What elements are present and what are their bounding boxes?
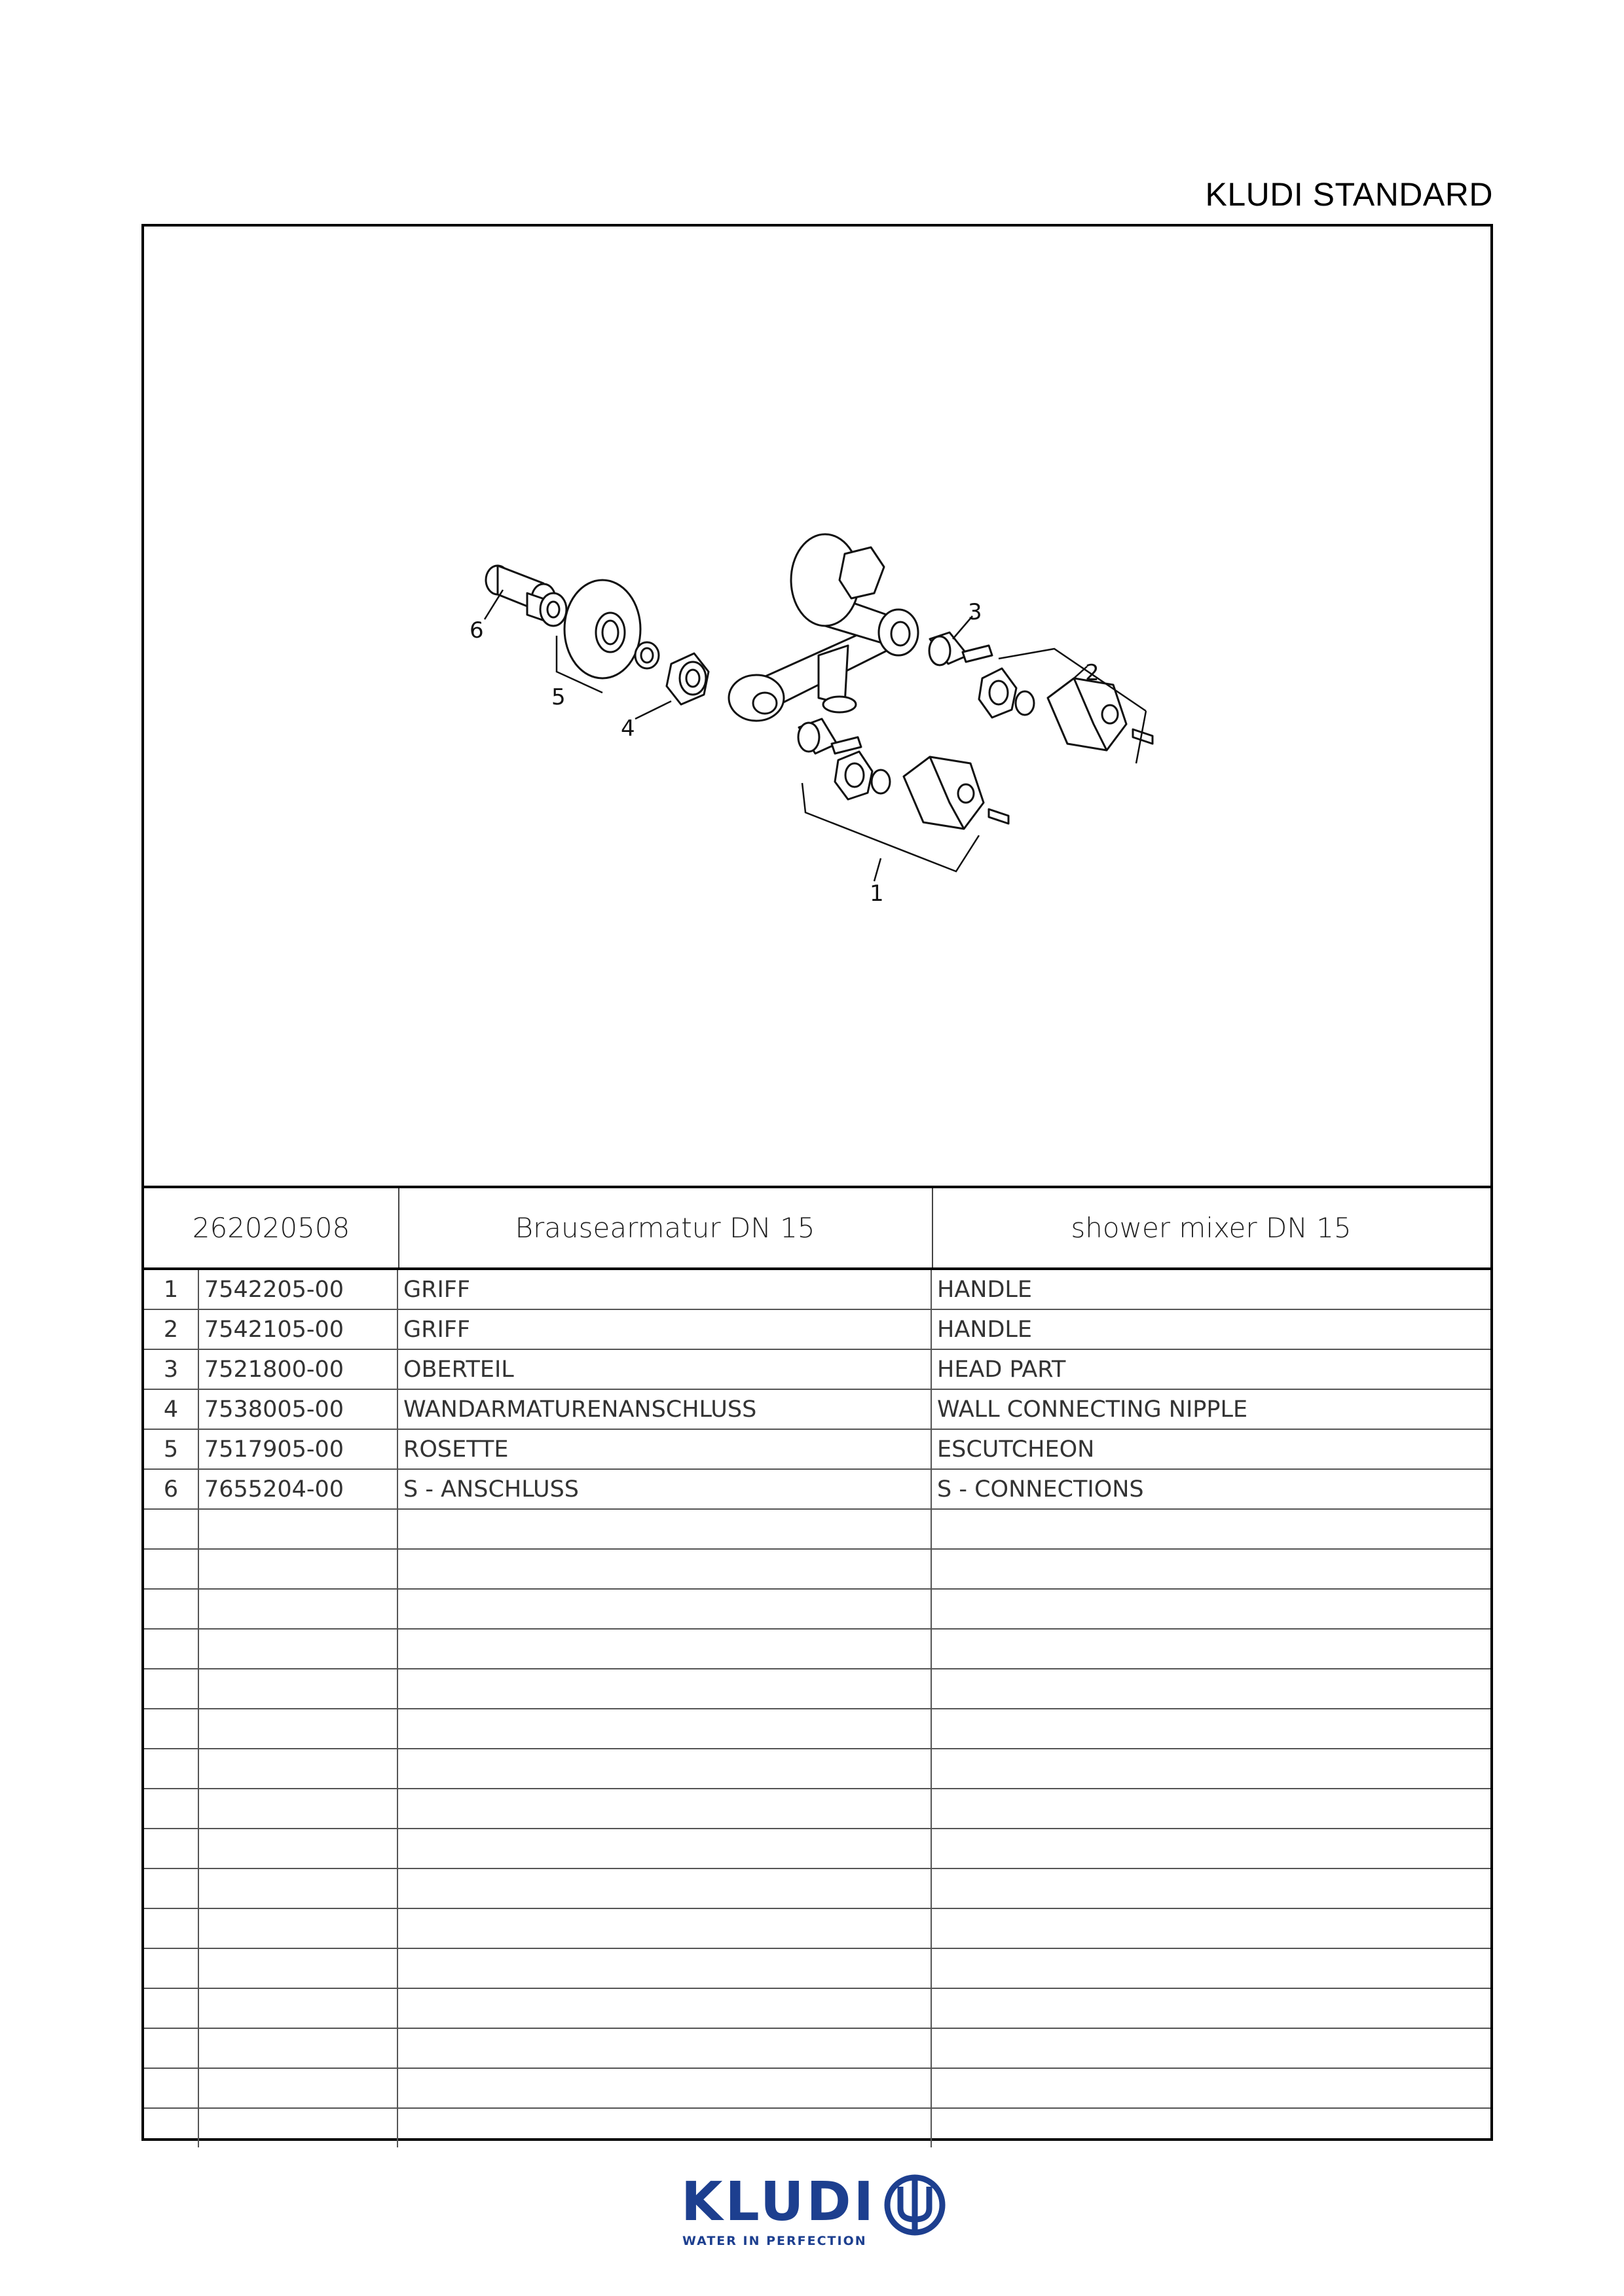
table-row [144,2029,1490,2069]
mixer-body-part [729,534,918,721]
callout-2: 2 [1085,660,1099,686]
position-cell [144,1590,199,1628]
description-de-cell [398,1709,932,1748]
product-header-row [144,1186,1490,1270]
position-cell: 5 [144,1430,199,1468]
product-name-de: Brausearmatur DN 15 [398,1188,933,1267]
product-name-en: shower mixer DN 15 [1071,1212,1352,1244]
table-row [144,1550,1490,1590]
table-row [144,1510,1490,1550]
description-de-cell [398,1590,932,1628]
parts-sheet-frame [141,224,1493,2141]
article-number-cell [199,1869,398,1908]
article-number-cell: 7542205-00 [199,1270,398,1309]
position-cell [144,1869,199,1908]
table-row [144,1909,1490,1949]
article-number-cell [199,1510,398,1548]
description-de-cell: OBERTEIL [398,1350,932,1389]
table-row [144,2109,1490,2149]
position-cell [144,1789,199,1828]
wall-nipple-part [667,653,709,704]
position-cell [144,1510,199,1548]
table-row [144,1989,1490,2029]
table-row [144,1590,1490,1630]
article-number-cell [199,2069,398,2107]
logo-tagline: WATER IN PERFECTION [682,2234,867,2248]
document-title: KLUDI STANDARD [1205,176,1493,213]
callout-5: 5 [551,684,566,710]
description-en-cell [932,1510,1490,1548]
description-de-cell [398,1989,932,2028]
parts-table [144,1270,1490,2149]
escutcheon-part [564,580,640,678]
description-en-cell [932,1989,1490,2028]
table-row [144,2069,1490,2109]
article-number-cell [199,2109,398,2147]
callout-4: 4 [621,716,635,742]
table-row [144,1869,1490,1909]
description-en-cell: HANDLE [937,1276,1033,1303]
description-en-cell [932,1829,1490,1868]
table-row [144,1350,1490,1390]
position-cell: 2 [144,1310,199,1349]
table-row [144,1789,1490,1829]
description-en-cell [932,2029,1490,2068]
description-de-cell: ROSETTE [398,1430,932,1468]
article-number-cell: 7517905-00 [199,1430,398,1468]
description-de-cell [398,2029,932,2068]
description-de-cell [398,1630,932,1668]
table-row [144,1829,1490,1869]
table-row [144,1310,1490,1350]
spindle-lower [872,770,890,793]
description-en-cell [932,1749,1490,1788]
description-de-cell: GRIFF [398,1310,932,1349]
table-row [144,1270,1490,1310]
article-number-cell [199,1949,398,1988]
position-cell [144,1989,199,2028]
description-de-cell [398,1909,932,1948]
table-row [144,1430,1490,1470]
kludi-logo [674,2171,963,2250]
s-connection-part [486,566,566,626]
description-de-cell: WANDARMATURENANSCHLUSS [398,1390,932,1429]
callout-1: 1 [870,881,884,907]
exploded-view-drawing [144,227,1490,1186]
table-row [144,1470,1490,1510]
callout-6: 6 [470,617,484,644]
table-row [144,1949,1490,1989]
position-cell: 3 [144,1350,199,1389]
position-cell [144,1550,199,1588]
description-en-cell [932,2109,1490,2147]
article-number-cell: 7655204-00 [199,1470,398,1508]
description-en-cell: S - CONNECTIONS [937,1476,1144,1503]
article-number-cell [199,1669,398,1708]
description-de-cell [398,2109,932,2147]
description-de-cell [398,1749,932,1788]
table-row [144,1669,1490,1709]
spindle-upper [1016,691,1034,715]
article-number-cell [199,1789,398,1828]
position-cell: 1 [144,1270,199,1309]
description-de-cell: GRIFF [398,1270,932,1309]
position-cell: 4 [144,1390,199,1429]
position-cell [144,1949,199,1988]
article-number-cell [199,2029,398,2068]
position-cell: 6 [144,1470,199,1508]
article-number-cell: 7542105-00 [199,1310,398,1349]
description-en-cell [932,2069,1490,2107]
position-cell [144,1669,199,1708]
position-cell [144,1709,199,1748]
handle-upper-part [1048,678,1153,750]
description-de-cell [398,1829,932,1868]
article-number-cell [199,1829,398,1868]
position-cell [144,1630,199,1668]
position-cell [144,1909,199,1948]
description-de-cell: S - ANSCHLUSS [398,1470,932,1508]
position-cell [144,1749,199,1788]
article-number-cell [199,1989,398,2028]
callout-3: 3 [968,599,982,625]
article-number-cell [199,1590,398,1628]
table-row [144,1390,1490,1430]
article-number-cell: 7538005-00 [199,1390,398,1429]
description-de-cell [398,2069,932,2107]
article-number-cell [199,1909,398,1948]
description-en-cell [932,1709,1490,1748]
description-en-cell [932,1630,1490,1668]
description-en-cell [932,1869,1490,1908]
article-number-cell [199,1749,398,1788]
description-en-cell [932,1669,1490,1708]
description-en-cell [932,1949,1490,1988]
position-cell [144,2109,199,2147]
water-drop-icon [879,2172,951,2238]
description-en-cell: ESCUTCHEON [937,1436,1095,1463]
description-en-cell [932,1909,1490,1948]
head-part-upper [929,632,992,665]
article-number-cell [199,1709,398,1748]
product-number: 262020508 [144,1188,399,1267]
head-part-lower [798,719,861,754]
exploded-view-svg [144,227,1490,1186]
position-cell [144,2029,199,2068]
description-en-cell [932,1550,1490,1588]
description-de-cell [398,1789,932,1828]
table-row [144,1709,1490,1749]
table-row [144,1749,1490,1789]
description-en-cell [932,1789,1490,1828]
logo-wordmark: KLUDI [681,2171,877,2233]
description-de-cell [398,1669,932,1708]
description-en-cell [932,1590,1490,1628]
position-cell [144,2069,199,2107]
description-de-cell [398,1949,932,1988]
handle-lower-part [904,757,1008,829]
description-de-cell [398,1510,932,1548]
description-en-cell: WALL CONNECTING NIPPLE [937,1396,1248,1423]
description-en-cell: HANDLE [937,1316,1033,1343]
article-number-cell [199,1550,398,1588]
description-de-cell [398,1550,932,1588]
position-cell [144,1829,199,1868]
article-number-cell: 7521800-00 [199,1350,398,1389]
article-number-cell [199,1630,398,1668]
description-de-cell [398,1869,932,1908]
description-en-cell: HEAD PART [937,1356,1066,1383]
table-row [144,1630,1490,1669]
